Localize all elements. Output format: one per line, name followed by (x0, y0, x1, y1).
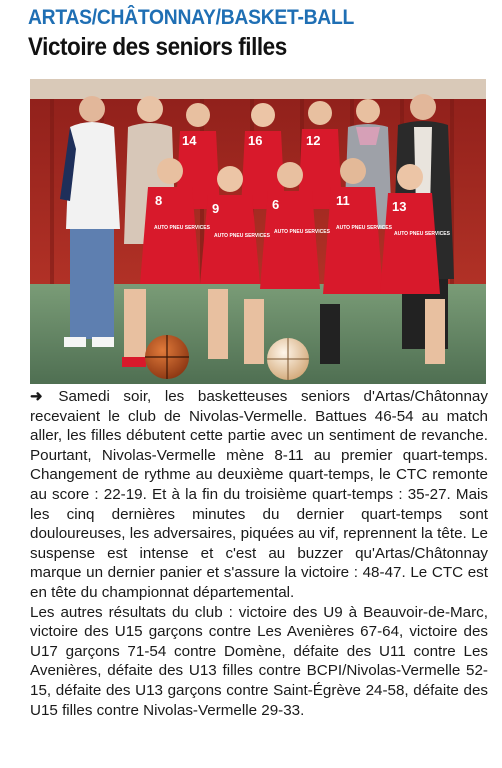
arrow-icon: ➜ (30, 388, 43, 405)
sponsor-text: AUTO PNEU SERVICES (394, 231, 450, 237)
jersey-number: 16 (248, 133, 263, 148)
section-kicker: ARTAS/CHÂTONNAY/BASKET-BALL (28, 6, 355, 29)
sponsor-text: AUTO PNEU SERVICES (154, 225, 210, 231)
basketball (145, 335, 189, 379)
back-row-players (176, 101, 342, 209)
article-headline: Victoire des seniors filles (28, 33, 287, 61)
basketball-white (267, 338, 309, 380)
sponsor-text: AUTO PNEU SERVICES (336, 225, 392, 231)
jersey-number: 9 (212, 201, 220, 216)
jersey-number: 8 (155, 193, 163, 208)
jersey-number: 6 (272, 197, 280, 212)
sponsor-text: AUTO PNEU SERVICES (214, 233, 270, 239)
article-paragraph: Les autres résultats du club : victoire des U9 à Beauvoir-de-Marc, victoire des U15 garçons contre Les Avenières 67-64, victoire des U17 garçons 71-54 contre Domène, défaite des U11 contre Les Avenières, défaite des U13 filles contre BCPI/Nivolas-Vermelle 52-15, défaite des U13 garçons contre Saint-Égrève 24-58, défaite des U15 filles contre Nivolas-Vermelle 29-33. (30, 603, 488, 719)
article-body (30, 387, 488, 720)
article-paragraph (30, 387, 488, 603)
paragraph-text: Samedi soir, les basketteuses seniors d'Artas/Châtonnay recevaient le club de Nivolas-Vermelle. Battues 46-54 au match aller, les filles débutent cette partie avec un sentiment de revanche. Pourtant, Nivolas-Vermelle mène 8-11 au premier quart-temps. Changement de rythme au deuxième quart-temps, le CTC remonte au score : 22-19. Et à la fin du troisième quart-temps : 35-27. Mais les cinq dernières minutes du dernier quart-temps sont douloureuses, les adversaires, piquées au vif, reprennent la tête. Le suspense est intense et c'est au buzzer qu'Artas/Châtonnay marque un dernier panier et s'assure la victoire : 48-47. Le CTC est en tête du championnat départemental. (30, 388, 488, 601)
sponsor-text: AUTO PNEU SERVICES (274, 229, 330, 235)
jersey-number: 11 (336, 193, 350, 208)
jersey-number: 12 (306, 133, 321, 148)
jersey-number: 14 (182, 133, 197, 148)
team-photo (30, 79, 486, 384)
jersey-number: 13 (392, 199, 407, 214)
